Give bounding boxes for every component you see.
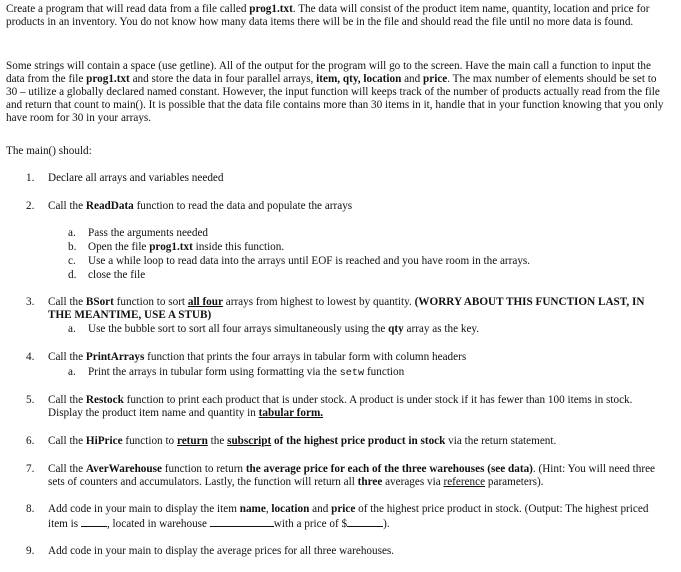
sub-letter: d. bbox=[68, 269, 77, 281]
sub-text: Pass the arguments needed bbox=[88, 227, 209, 239]
sub-text-part: function bbox=[364, 366, 405, 378]
emphasis-three: three bbox=[357, 476, 383, 488]
item-text-part: Call the bbox=[48, 435, 86, 447]
sub-letter: a. bbox=[68, 366, 76, 378]
function-name-bsort: BSort bbox=[85, 296, 114, 308]
item-text-part: the bbox=[207, 435, 228, 447]
item-text-part: with a price of $ bbox=[273, 518, 348, 530]
blank-item-name bbox=[81, 516, 107, 527]
code-setw: setw bbox=[339, 368, 365, 379]
emphasis-reference: reference bbox=[443, 476, 486, 488]
details-filename: prog1.txt bbox=[86, 73, 130, 85]
item-text bbox=[48, 351, 668, 364]
item-text bbox=[48, 394, 668, 420]
item-text: Add code in your main to display the average prices for all three warehouses. bbox=[48, 545, 395, 557]
item-text-part: function to return bbox=[161, 463, 246, 475]
details-text-2: and store the data in four parallel arrays, bbox=[129, 73, 317, 85]
sub-letter: b. bbox=[68, 241, 77, 253]
emphasis-subscript: subscript bbox=[227, 435, 272, 447]
item-text-part: function to print each product that is under stock. A product is under stock if it has fewer than 100 items in stock. Display the product item name and quantity in bbox=[48, 394, 633, 419]
item-number: 4. bbox=[26, 351, 35, 363]
item-text bbox=[48, 435, 668, 448]
sub-text bbox=[88, 323, 658, 336]
details-text-3: and bbox=[401, 73, 424, 85]
main-label: The main() should: bbox=[6, 145, 92, 157]
intro-text-cont: . The data will consist of the product item name, quantity, location and price for products in an inventory. You do not know how many data items there will be in the file and should read the file until no more data is found. bbox=[6, 3, 650, 28]
sub-text: close the file bbox=[88, 269, 146, 281]
sub-text bbox=[88, 241, 658, 254]
sub-text bbox=[88, 366, 658, 380]
item-text: Declare all arrays and variables needed bbox=[48, 172, 224, 184]
item-number: 7. bbox=[26, 463, 35, 475]
item-number: 2. bbox=[26, 200, 35, 212]
sub-letter: c. bbox=[68, 255, 76, 267]
item-text-part: Call the bbox=[48, 200, 86, 212]
item-number: 6. bbox=[26, 435, 35, 447]
sub-text-part: inside this function. bbox=[192, 241, 285, 253]
item-text-part: averages via bbox=[382, 476, 444, 488]
function-name-hiprice: HiPrice bbox=[85, 435, 123, 447]
item-text-part: function to sort bbox=[113, 296, 188, 308]
function-name-restock: Restock bbox=[85, 394, 124, 406]
details-paragraph bbox=[6, 60, 668, 125]
item-text-part: Call the bbox=[48, 394, 86, 406]
warning-note: (WORRY ABOUT THIS FUNCTION LAST, IN THE MEANTIME, USE A STUB) bbox=[48, 296, 645, 321]
function-name-readdata: ReadData bbox=[85, 200, 134, 212]
details-text-4: . The max number of elements should be set to 30 – utilize a globally declared named constant. However, the input function will keeps track of the number of products actually read from the file and return that count to main(). It is possible that the data file contains more than 30 items in it, handle that in your function knowing that you only have room for 30 in your arrays. bbox=[6, 73, 664, 124]
blank-price bbox=[347, 516, 383, 527]
intro-text: Create a program that will read data from a file called bbox=[6, 3, 250, 15]
item-text-part: Add code in your main to display the item bbox=[48, 503, 240, 515]
sub-text-part: Print the arrays in tubular form using formatting via the bbox=[88, 366, 340, 378]
emphasis-average-price: the average price for each of the three warehouses (see data) bbox=[245, 463, 533, 475]
item-text-part: via the return statement. bbox=[445, 435, 557, 447]
item-text-part: arrays from highest to lowest by quantity. bbox=[222, 296, 415, 308]
emphasis-all-four: all four bbox=[187, 296, 223, 308]
item-text-part: Call the bbox=[48, 296, 86, 308]
sub-text-part: array as the key. bbox=[403, 323, 480, 335]
details-text: Some strings will contain a space (use getline). All of the output for the program will go to the screen. Have the main call a function to input the data from the file bbox=[6, 60, 651, 85]
sub-text-part: Open the file bbox=[88, 241, 150, 253]
item-text bbox=[48, 463, 668, 489]
sub-letter: a. bbox=[68, 323, 76, 335]
item-number: 3. bbox=[26, 296, 35, 308]
sub-filename: prog1.txt bbox=[149, 241, 193, 253]
function-name-printarrays: PrintArrays bbox=[85, 351, 145, 363]
item-text-part: function to read the data and populate the arrays bbox=[133, 200, 353, 212]
details-array-names: item, qty, location bbox=[316, 73, 402, 85]
item-text-part: ). bbox=[383, 518, 390, 530]
item-text-part: and bbox=[309, 503, 332, 515]
function-name-averwarehouse: AverWarehouse bbox=[85, 463, 162, 475]
item-text bbox=[48, 200, 668, 213]
sub-text: Use a while loop to read data into the arrays until EOF is reached and you have room in the arrays. bbox=[88, 255, 531, 267]
item-text-part: function to bbox=[122, 435, 177, 447]
key-array-qty: qty bbox=[388, 323, 404, 335]
item-text-part: , located in warehouse bbox=[106, 518, 210, 530]
item-text-part: Call the bbox=[48, 351, 86, 363]
item-text-part: Call the bbox=[48, 463, 86, 475]
emphasis-price: price bbox=[331, 503, 356, 515]
item-text-part: . (Hint: You will need three sets of counters and accumulators. Lastly, the function will return all bbox=[48, 463, 656, 488]
sub-letter: a. bbox=[68, 227, 76, 239]
item-text-part: function that prints the four arrays in tabular form with column headers bbox=[144, 351, 467, 363]
item-text bbox=[48, 296, 668, 322]
emphasis-name: name bbox=[239, 503, 266, 515]
item-text-part: , bbox=[265, 503, 272, 515]
sub-text-part: Use the bubble sort to sort all four arrays simultaneously using the bbox=[88, 323, 389, 335]
details-price-array: price bbox=[423, 73, 448, 85]
item-text-part: of the highest price product in stock. (Output: The highest priced item is bbox=[48, 503, 649, 530]
emphasis-tabular-form: tabular form. bbox=[258, 407, 324, 419]
intro-paragraph bbox=[6, 3, 668, 29]
emphasis-location: location bbox=[271, 503, 310, 515]
intro-filename: prog1.txt bbox=[249, 3, 293, 15]
item-number: 1. bbox=[26, 172, 35, 184]
item-text bbox=[48, 503, 668, 531]
item-text-part: parameters). bbox=[485, 476, 544, 488]
emphasis-return: return bbox=[176, 435, 208, 447]
item-number: 5. bbox=[26, 394, 35, 406]
blank-warehouse bbox=[210, 516, 274, 527]
item-number: 9. bbox=[26, 545, 35, 557]
item-text-part: of the highest price product in stock bbox=[271, 435, 446, 447]
item-number: 8. bbox=[26, 503, 35, 515]
